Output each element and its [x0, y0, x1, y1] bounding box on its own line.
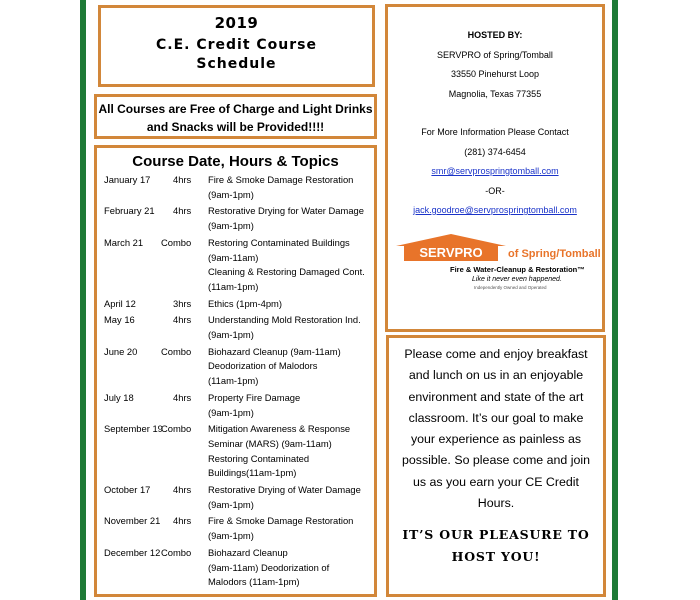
schedule-topic-line: (9am-1pm)	[208, 406, 254, 418]
schedule-box	[94, 145, 377, 597]
schedule-topic-line: Biohazard Cleanup (9am-11am)	[208, 345, 341, 357]
schedule-topic-line: Understanding Mold Restoration Ind.	[208, 314, 361, 326]
schedule-topic	[208, 546, 368, 590]
contact-email-link-2[interactable]: jack.goodroe@servprospringtomball.com	[413, 205, 577, 215]
contact-phone: (281) 374-6454	[464, 146, 526, 157]
invite-message: Please come and enjoy breakfast and lunch on us in an enjoyable environment and state of the art classroom. It’s our goal to make your experience as painless as possible. So please come and join us as you earn your CE Credit Hours.	[401, 347, 591, 511]
schedule-row	[97, 297, 374, 312]
title-box	[98, 5, 375, 87]
logo-brand-text: SERVPRO	[419, 244, 483, 260]
schedule-hours: Combo	[161, 345, 192, 357]
logo-tagline: Fire & Water-Cleanup & Restoration™	[450, 264, 585, 274]
schedule-topic-line: (9am-1pm)	[208, 329, 254, 341]
schedule-topic-line: Seminar (MARS) (9am-11am)	[208, 437, 332, 449]
schedule-topic-line: (9am-1pm)	[208, 530, 254, 542]
contact-label: For More Information Please Contact	[421, 127, 569, 137]
schedule-date: September 19	[104, 423, 163, 435]
schedule-list	[97, 173, 374, 590]
host-name: SERVPRO of Spring/Tomball	[437, 49, 553, 60]
schedule-row	[97, 173, 374, 202]
schedule-row	[97, 345, 374, 389]
schedule-hours: 3hrs	[173, 297, 192, 309]
schedule-row	[97, 546, 374, 590]
schedule-topic	[208, 297, 368, 312]
schedule-topic-line: Restoring Contaminated Buildings	[208, 236, 350, 248]
schedule-hours: Combo	[161, 423, 192, 435]
free-notice-box	[94, 94, 377, 139]
schedule-date: January 17	[104, 174, 151, 185]
schedule-hours: 4hrs	[173, 205, 192, 217]
schedule-topic	[208, 514, 368, 543]
schedule-topic-line: (9am-11am) Deodorization of	[208, 561, 330, 573]
schedule-topic	[208, 173, 368, 202]
schedule-topic-line: Buildings(11am-1pm)	[208, 467, 297, 479]
schedule-topic-line: Deodorization of Malodors	[208, 360, 318, 372]
schedule-hours: 4hrs	[173, 174, 192, 185]
schedule-topic-line: Ethics (1pm-4pm)	[208, 297, 282, 309]
invite-box	[386, 335, 606, 597]
schedule-date: June 20	[104, 345, 138, 357]
logo-fineprint: Independently Owned and Operated	[474, 284, 547, 290]
schedule-topic	[208, 236, 368, 295]
schedule-row	[97, 483, 374, 512]
title-year: 2019	[214, 14, 259, 32]
schedule-topic	[208, 483, 368, 512]
schedule-date: April 12	[104, 297, 136, 309]
schedule-row	[97, 422, 374, 481]
schedule-topic-line: Malodors (11am-1pm)	[208, 576, 300, 588]
schedule-topic	[208, 204, 368, 233]
schedule-date: February 21	[104, 205, 155, 217]
servpro-logo	[388, 233, 602, 303]
schedule-topic-line: Fire & Smoke Damage Restoration	[208, 174, 354, 185]
schedule-row	[97, 236, 374, 295]
schedule-topic	[208, 391, 368, 420]
schedule-date: October 17	[104, 484, 151, 496]
host-box	[385, 4, 605, 332]
title-line-2: Schedule	[196, 56, 277, 72]
schedule-hours: 4hrs	[173, 314, 192, 326]
right-green-stripe	[612, 0, 618, 600]
schedule-row	[97, 514, 374, 543]
schedule-hours: 4hrs	[173, 391, 192, 403]
schedule-row	[97, 313, 374, 342]
servpro-house-logo-icon	[396, 233, 506, 263]
invite-closing: IT’S OUR PLEASURE TO HOST YOU!	[402, 527, 590, 565]
schedule-hours: 4hrs	[173, 515, 192, 527]
schedule-date: May 16	[104, 314, 135, 326]
schedule-date: July 18	[104, 391, 134, 403]
contact-email-link-1[interactable]: smr@servprospringtomball.com	[431, 166, 559, 176]
schedule-hours: Combo	[161, 236, 192, 248]
schedule-topic-line: (9am-1pm)	[208, 220, 254, 232]
schedule-date: December 12	[104, 546, 161, 558]
schedule-topic	[208, 422, 368, 481]
schedule-topic-line: Restoring Contaminated	[208, 452, 310, 464]
schedule-hours: 4hrs	[173, 484, 192, 496]
schedule-topic-line: (11am-1pm)	[208, 280, 259, 292]
logo-slogan: Like it never even happened.	[472, 275, 562, 283]
schedule-topic-line: Fire & Smoke Damage Restoration	[208, 515, 354, 527]
schedule-topic-line: Restorative Drying of Water Damage	[208, 484, 361, 496]
or-separator: -OR-	[485, 185, 505, 196]
title-line-1: C.E. Credit Course	[155, 37, 317, 53]
hosted-by-label: HOSTED BY:	[467, 30, 523, 40]
schedule-date: November 21	[104, 515, 161, 527]
host-address-line-2: Magnolia, Texas 77355	[448, 88, 542, 99]
schedule-topic-line: (9am-1pm)	[208, 188, 254, 200]
schedule-hours: Combo	[161, 546, 192, 558]
schedule-heading: Course Date, Hours & Topics	[132, 153, 339, 170]
schedule-topic-line: Cleaning & Restoring Damaged Cont.	[208, 266, 365, 278]
free-notice-line-1: All Courses are Free of Charge and Light Drinks	[98, 102, 373, 116]
left-green-stripe	[80, 0, 86, 600]
schedule-topic-line: (9am-1pm)	[208, 498, 254, 510]
schedule-topic	[208, 313, 368, 342]
schedule-topic-line: (11am-1pm)	[208, 375, 259, 387]
free-notice-line-2: and Snacks will be Provided!!!!	[146, 120, 325, 134]
schedule-row	[97, 391, 374, 420]
schedule-topic	[208, 345, 368, 389]
schedule-topic-line: (9am-11am)	[208, 251, 259, 263]
schedule-topic-line: Property Fire Damage	[208, 391, 301, 403]
logo-location: of Spring/Tomball	[508, 247, 601, 260]
schedule-row	[97, 204, 374, 233]
schedule-date: March 21	[104, 236, 144, 248]
schedule-topic-line: Biohazard Cleanup	[208, 546, 288, 558]
host-address-line-1: 33550 Pinehurst Loop	[450, 69, 540, 79]
schedule-topic-line: Mitigation Awareness & Response	[208, 423, 351, 435]
schedule-topic-line: Restorative Drying for Water Damage	[208, 205, 364, 217]
